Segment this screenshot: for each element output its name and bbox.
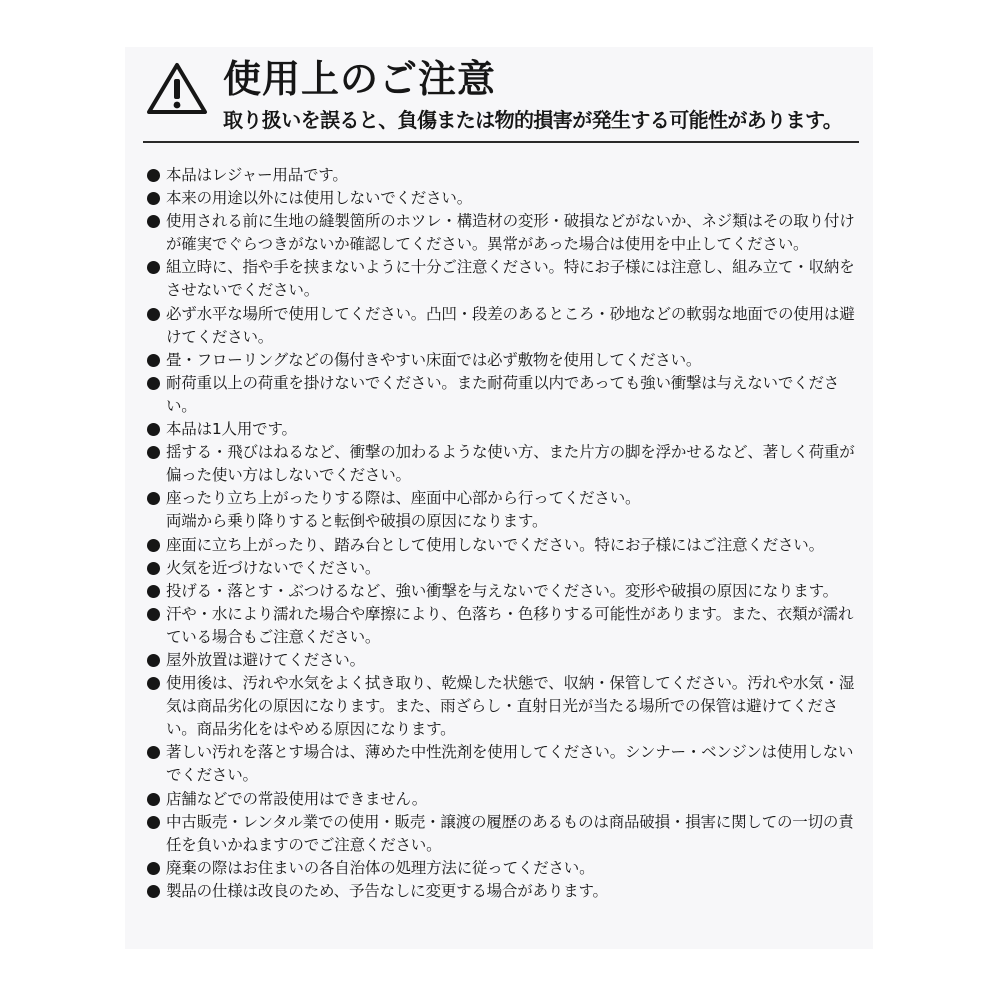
caution-item-text: 使用される前に生地の縫製箇所のホツレ・構造材の変形・破損などがないか、ネジ類はその取り付けが確実でぐらつきがないか確認してください。異常があった場合は使用を中止してください。 xyxy=(166,212,855,254)
caution-item-text: 廃棄の際はお住まいの各自治体の処理方法に従ってください。 xyxy=(166,858,595,877)
bullet-icon xyxy=(147,862,160,875)
caution-item xyxy=(147,210,859,256)
caution-item-text: 本来の用途以外には使用しないでください。 xyxy=(166,189,473,208)
bullet-icon xyxy=(147,446,160,459)
caution-item xyxy=(147,372,859,418)
caution-item xyxy=(147,811,859,857)
bullet-icon xyxy=(147,816,160,829)
caution-item xyxy=(147,741,859,787)
bullet-icon xyxy=(147,215,160,228)
caution-item xyxy=(147,557,859,580)
caution-item-text: 中古販売・レンタル業での使用・販売・譲渡の履歴のあるものは商品破損・損害に関しての一切の責任を負いかねますのでご注意ください。 xyxy=(166,812,854,854)
bullet-icon xyxy=(147,746,160,759)
bullet-icon xyxy=(147,885,160,898)
caution-item xyxy=(147,580,859,603)
caution-item-text: 屋外放置は避けてください。 xyxy=(166,650,365,669)
caution-item-text: 店舗などでの常設使用はできません。 xyxy=(166,789,428,808)
caution-item xyxy=(147,857,859,880)
caution-item-text: 火気を近づけないでください。 xyxy=(166,558,381,577)
caution-item xyxy=(147,603,859,649)
caution-list xyxy=(147,164,859,903)
caution-item-text: 製品の仕様は改良のため、予告なしに変更する場合があります。 xyxy=(166,881,608,900)
caution-item xyxy=(147,534,859,557)
caution-item-text: 本品はレジャー用品です。 xyxy=(166,166,348,184)
caution-item xyxy=(147,187,859,210)
bullet-icon xyxy=(147,169,160,182)
bullet-icon xyxy=(147,608,160,621)
bullet-icon xyxy=(147,539,160,552)
caution-item-text: 揺する・飛びはねるなど、衝撃の加わるような使い方、また片方の脚を浮かせるなど、著しく荷重が偏った使い方はしないでください。 xyxy=(166,443,855,485)
caution-item-text: 組立時に、指や手を挟まないように十分ご注意ください。特にお子様には注意し、組み立て・収納をさせないでください。 xyxy=(166,258,855,300)
caution-item xyxy=(147,303,859,349)
caution-item xyxy=(147,441,859,487)
header-divider xyxy=(143,141,859,143)
page-title: 使用上のご注意 xyxy=(223,57,497,101)
caution-item-text: 畳・フローリングなどの傷付きやすい床面では必ず敷物を使用してください。 xyxy=(166,350,702,369)
bullet-icon xyxy=(147,261,160,274)
caution-item xyxy=(147,880,859,903)
caution-item xyxy=(147,487,859,533)
caution-item-text: 著しい汚れを落とす場合は、薄めた中性洗剤を使用してください。シンナー・ベンジンは使用しないでください。 xyxy=(166,743,854,785)
caution-item xyxy=(147,788,859,811)
caution-item xyxy=(147,256,859,302)
bullet-icon xyxy=(147,562,160,575)
caution-item-text: 本品は1人用です。 xyxy=(166,420,297,439)
bullet-icon xyxy=(147,423,160,436)
caution-item xyxy=(147,649,859,672)
bullet-icon xyxy=(147,308,160,321)
caution-item xyxy=(147,349,859,372)
caution-item-text: 使用後は、汚れや水気をよく拭き取り、乾燥した状態で、収納・保管してください。汚れや水気・湿気は商品劣化の原因になります。また、雨ざらし・直射日光が当たる場所での保管は避けてください。商品劣化をはやめる原因になります。 xyxy=(166,674,855,739)
bullet-icon xyxy=(147,654,160,667)
bullet-icon xyxy=(147,192,160,205)
bullet-icon xyxy=(147,377,160,390)
caution-item-text: 耐荷重以上の荷重を掛けないでください。また耐荷重以内であっても強い衝撃は与えないでください。 xyxy=(166,373,840,415)
bullet-icon xyxy=(147,492,160,505)
caution-item-text: 座ったり立ち上がったりする際は、座面中心部から行ってください。 両端から乗り降りすると転倒や破損の原因になります。 xyxy=(166,489,641,531)
caution-item-text: 必ず水平な場所で使用してください。凸凹・段差のあるところ・砂地などの軟弱な地面での使用は避けてください。 xyxy=(166,304,855,346)
caution-item xyxy=(147,672,859,741)
caution-item-text: 汗や・水により濡れた場合や摩擦により、色落ち・色移りする可能性があります。また、衣類が濡れている場合もご注意ください。 xyxy=(166,604,854,646)
caution-item-text: 投げる・落とす・ぶつけるなど、強い衝撃を与えないでください。変形や破損の原因になります。 xyxy=(166,581,838,600)
page-subtitle: 取り扱いを誤ると、負傷または物的損害が発生する可能性があります。 xyxy=(223,108,843,132)
bullet-icon xyxy=(147,585,160,598)
bullet-icon xyxy=(147,677,160,690)
caution-item xyxy=(147,164,859,187)
caution-item xyxy=(147,418,859,441)
caution-sheet xyxy=(125,47,873,949)
caution-header xyxy=(145,55,865,139)
warning-triangle-icon xyxy=(145,61,209,117)
bullet-icon xyxy=(147,793,160,806)
caution-item-text: 座面に立ち上がったり、踏み台として使用しないでください。特にお子様にはご注意ください。 xyxy=(166,535,824,554)
bullet-icon xyxy=(147,354,160,367)
